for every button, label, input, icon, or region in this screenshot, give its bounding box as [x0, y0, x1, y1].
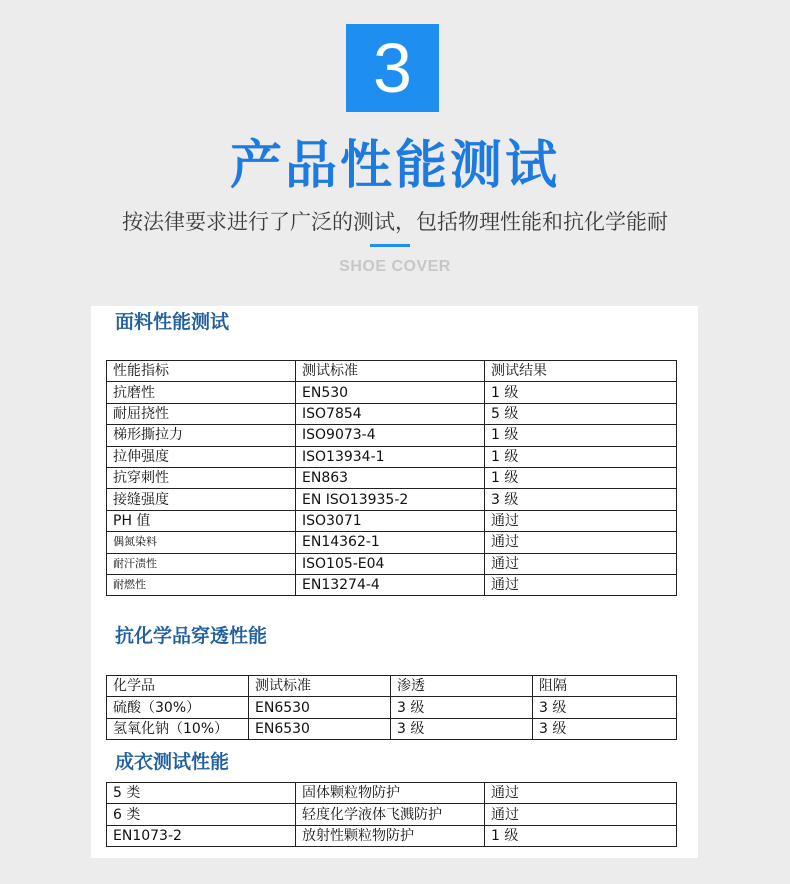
table-cell: 通过: [485, 574, 677, 595]
table-cell: 拉伸强度: [107, 446, 296, 467]
table-row: [107, 425, 677, 446]
table-cell: 通过: [485, 783, 677, 804]
table-row: [107, 697, 677, 718]
table-cell: 硫酸（30%）: [107, 697, 249, 718]
header-cell: 化学品: [107, 676, 249, 697]
test-results-panel: [91, 306, 698, 858]
table-cell: 6 类: [107, 804, 296, 825]
table-cell: 梯形撕拉力: [107, 425, 296, 446]
table-cell: 通过: [485, 553, 677, 574]
section-number-badge: 3: [346, 24, 439, 112]
table-cell: ISO3071: [296, 510, 485, 531]
chemical-test-table: [106, 675, 677, 740]
table-cell: 固体颗粒物防护: [296, 783, 485, 804]
table-cell: EN6530: [249, 718, 391, 739]
page-subtitle: 按法律要求进行了广泛的测试，包括物理性能和抗化学能耐: [122, 210, 668, 234]
table-cell: 3 级: [391, 718, 533, 739]
table-cell: 3 级: [533, 718, 677, 739]
table-cell: 通过: [485, 510, 677, 531]
table-cell: EN6530: [249, 697, 391, 718]
table-cell: ISO13934-1: [296, 446, 485, 467]
table-header-row: [107, 361, 677, 382]
garment-section-title: 成衣测试性能: [115, 751, 230, 773]
header-cell: 性能指标: [107, 361, 296, 382]
table-cell: 1 级: [485, 825, 677, 846]
table-cell: 3 级: [533, 697, 677, 718]
table-cell: 3 级: [485, 489, 677, 510]
fabric-section-title: 面料性能测试: [115, 311, 230, 333]
product-tag: SHOE COVER: [339, 258, 451, 275]
table-cell: PH 值: [107, 510, 296, 531]
table-row: [107, 825, 677, 846]
table-row: [107, 783, 677, 804]
table-cell: 耐屈挠性: [107, 403, 296, 424]
header-cell: 测试标准: [249, 676, 391, 697]
table-cell: 1 级: [485, 467, 677, 488]
table-cell: EN863: [296, 467, 485, 488]
table-cell: ISO105-E04: [296, 553, 485, 574]
table-cell: EN14362-1: [296, 532, 485, 553]
header-cell: 阻隔: [533, 676, 677, 697]
table-cell: EN530: [296, 382, 485, 403]
table-cell: ISO9073-4: [296, 425, 485, 446]
table-cell: EN1073-2: [107, 825, 296, 846]
table-row: [107, 574, 677, 595]
header-cell: 渗透: [391, 676, 533, 697]
header-cell: 测试标准: [296, 361, 485, 382]
garment-test-table: [106, 782, 677, 847]
table-row: [107, 553, 677, 574]
table-cell: 抗穿刺性: [107, 467, 296, 488]
table-cell: 偶氮染料: [107, 532, 296, 553]
table-row: [107, 718, 677, 739]
table-cell: 通过: [485, 532, 677, 553]
table-row: [107, 403, 677, 424]
fabric-test-table: [106, 360, 677, 596]
table-cell: 1 级: [485, 425, 677, 446]
table-cell: 耐汗渍性: [107, 553, 296, 574]
table-cell: 放射性颗粒物防护: [296, 825, 485, 846]
table-cell: ISO7854: [296, 403, 485, 424]
table-cell: 5 类: [107, 783, 296, 804]
table-row: [107, 532, 677, 553]
table-row: [107, 804, 677, 825]
table-row: [107, 467, 677, 488]
table-cell: 轻度化学液体飞溅防护: [296, 804, 485, 825]
table-cell: 接缝强度: [107, 489, 296, 510]
table-cell: 1 级: [485, 446, 677, 467]
table-row: [107, 446, 677, 467]
table-cell: 耐燃性: [107, 574, 296, 595]
chemical-section-title: 抗化学品穿透性能: [115, 625, 268, 647]
table-cell: 氢氧化钠（10%）: [107, 718, 249, 739]
page-title: 产品性能测试: [229, 136, 560, 196]
table-header-row: [107, 676, 677, 697]
table-cell: 3 级: [391, 697, 533, 718]
table-cell: 抗磨性: [107, 382, 296, 403]
table-row: [107, 510, 677, 531]
table-cell: 1 级: [485, 382, 677, 403]
table-cell: 通过: [485, 804, 677, 825]
header-cell: 测试结果: [485, 361, 677, 382]
table-cell: EN ISO13935-2: [296, 489, 485, 510]
table-cell: EN13274-4: [296, 574, 485, 595]
table-row: [107, 382, 677, 403]
table-cell: 5 级: [485, 403, 677, 424]
accent-divider: [370, 244, 410, 247]
table-row: [107, 489, 677, 510]
